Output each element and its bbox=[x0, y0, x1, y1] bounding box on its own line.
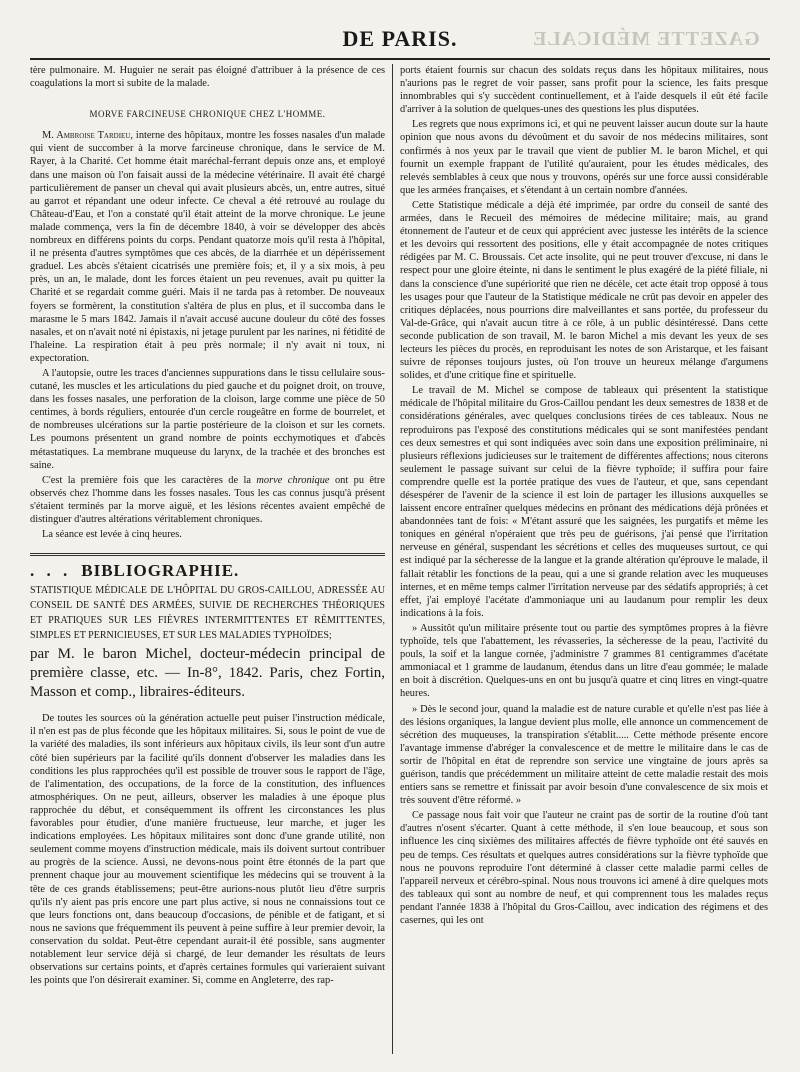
paragraph-text: C'est la première fois que les caractères de la bbox=[42, 474, 257, 486]
author-name: M. Ambroise Tardieu bbox=[42, 130, 131, 142]
paragraph-text: , interne des hôpitaux, montre les fosses nasales d'un malade qui vient de succomber à la morve farcineuse chronique, dans le service de M. Rayer, à la Charité. Cet homme était maréchal-ferrant depuis onze ans, et employé dans une maison où l'on faisait aussi de la médecine vétérinaire. Il avait été chargé particulièrement de panser un cheval qui avait plusieurs abcès, un, entre autres, situé au garrot et répandant une odeur infecte. Ce cheval a été retrouvé au roulage du Château-d'Eau, et l'on a constaté qu'il était atteint de la morve chronique. Le jeune malade commença, vers la fin de décembre 1840, à voir se développer des abcès nombreux en différens points du corps. Pendant quatorze mois qu'il resta à l'hôpital, il ne présenta d'autres symptômes que ces abcès, de la diarrhée et un dépérissement graduel. Les abcès s'étaient cicatrisés une première fois; et, il y a six mois, à peu près, un an, le malade, dont les forces étaient un peu revenues, avait pu quitter la Charité et se regardait comme guéri. Mais il ne tarda pas à retomber. De nouveaux foyers se formèrent, la constitution s'altéra de plus en plus, et il succomba dans le marasme le 5 mars 1842. Jamais il n'avait accusé aucune douleur du côté des fosses nasales, et on n'avait noté ni épistaxis, ni jetage purulent par les narines, ni fétidité de l'haleine. La respiration était à peu près normale; il n'y avait ni toux, ni expectoration. bbox=[30, 130, 385, 364]
paragraph-right-4: Le travail de M. Michel se compose de tableaux qui présentent la statistique médicale de l'hôpital militaire du Gros-Caillou pendant les deux semestres de 1838 et de considérations générales, avec quelques conclusions tirées de ces tableaux. Nous ne reproduirons pas l'exposé des constitutions médicales qui se sont manifestées pendant ces deux semestres et qui sont indiquées avec soin dans une exposition préliminaire, ni plusieurs réflexions judicieuses sur le traitement de différentes affections; nous citerons seulement le passage suivant sur celui de la fièvre typhoïde; il suffira pour faire comprendre quelle est la portée pratique des vues de l'auteur, et que, sans cependant désespérer de l'avenir de la science il est loin de partager les illusions auxquelles se laissent encore entraîner quelques médecins en prônant des médications déjà prônées et abandonnées tant de fois: « M'étant assuré que les saignées, les purgatifs et même les toniques en général n'opéraient que très peu de guérisons, j'ai pensé que l'irritation nerveuse en général, suspendant les sécrétions et celles des muqueuses surtout, ce qui est indiqué par la sécheresse de la langue et la grande altération qu'éprouve le malade, il fallait rétablir les fonctions de la peau, qui a une si grande relation avec les muqueuses internes, et en même temps calmer l'irritation nerveuse par des sédatifs appropriés; à cet effet, j'ai employé l'acétate d'ammoniaque uni au laudanum pour remplir les deux indications à la fois. bbox=[400, 385, 768, 619]
paragraph-right-3: Cette Statistique médicale a déjà été imprimée, par ordre du conseil de santé des armées, dans le Recueil des mémoires de médecine militaire; mais, au grand étonnement de l'auteur et de ceux qui apprécient avec justesse les intérêts de la science et les devoirs qui ressortent des positions, elle y était accompagnée de notes critiques rédigées par M. C. Broussais. Cet acte insolite, qui ne peut trouver d'excuse, ni dans le respect pour une gloire éteinte, ni dans le sentiment le plus exagéré de la piété filiale, ni dans la conscience d'une supériorité que rien ne décèle, cet acte était trop opposé à tous les usages pour que l'auteur de la Statistique médicale ne crût pas devoir en appeler des critiques déplacées, nous pourrions dire malveillantes et sans portée, du professeur du Val-de-Grâce, qui n'avait aucun titre à ce rôle, à un public désintéressé. Dans cette seconde publication de son travail, M. le baron Michel a mis devant les yeux de ses lecteurs les pièces du procès, en reproduisant les notes de son Aristarque, et les faisant suivre de réponses toujours justes, où l'on trouve un heureux mélange d'argumens solides, et d'une critique fine et spirituelle. bbox=[400, 199, 768, 382]
seance-closing: La séance est levée à cinq heures. bbox=[42, 529, 182, 541]
left-column bbox=[30, 64, 385, 989]
book-title: STATISTIQUE MÉDICALE DE L'HÔPITAL DU GROS-CAILLOU, ADRESSÉE AU CONSEIL DE SANTÉ DES ARMÉES, SUIVIE DE RECHERCHES THÉORIQUES ET PRATIQUES SUR LES FIÈVRES INTERMITTENTES ET RÉMITTENTES, SIMPLES ET PERNICIEUSES, ET SUR LES MALADIES TYPHOÏDES; bbox=[30, 585, 385, 642]
right-column bbox=[400, 64, 768, 929]
paragraph-conclusion bbox=[30, 474, 385, 526]
intro-paragraph: tère pulmonaire. M. Huguier ne serait pas éloigné d'attribuer à la présence de ces coagulations la mort si subite de la malade. bbox=[30, 65, 385, 90]
section-title-morve: MORVE FARCINEUSE CHRONIQUE CHEZ L'HOMME. bbox=[89, 109, 326, 120]
emphasis-text: morve chronique bbox=[256, 474, 330, 486]
book-info: par M. le baron Michel, docteur-médecin principal de première classe, etc. — In-8°, 1842. Paris, chez Fortin, Masson et comp., libraires-éditeurs. bbox=[30, 646, 385, 701]
paragraph-review-intro: De toutes les sources où la génération actuelle peut puiser l'instruction médicale, il n'en est pas de plus féconde que les hôpitaux militaires. Si, sous le point de vue de la variété des maladies, ils sont inférieurs aux hôpitaux civils, ils leur sont d'un autre côté bien supérieurs par la facilité qu'ils donnent d'observer les maladies dans les conditions les plus rapprochées qu'il est possible de trouver sous le rapport de l'âge, de l'alimentation, des occupations, de la force de la constitution, des influences atmosphériques. On ne peut, ailleurs, observer les maladies à une époque plus rapprochée du début, et conséquemment ils offrent les circonstances les plus favorables pour étudier, d'une manière fructueuse, leur marche, et juger les indications employées. Les hôpitaux militaires sont donc d'une grande utilité, non seulement comme moyens d'instruction médicale, mais ils doivent surtout contribuer au progrès de la science. Aussi, ne devons-nous point être étonnés de la part que prennent chaque jour au mouvement scientifique les médecins qui se trouvent à la tête de ces grands établissemens; peut-être aurions-nous plutôt lieu d'être surpris qu'ils n'y aient pas pris encore une part plus active, si nous ne connaissions tout ce que leurs fonctions ont, dans beaucoup d'occasions, de pénible et de fatigant, et si nous ne savions que fréquemment ils peuvent à peine suffire à leur premier devoir, la conservation du soldat. Peut-être cependant aurait-il été possible, sans augmenter notablement leur service déjà si chargé, de leur demander les résultats de leurs observations sur certains points, et d'après certaines formules qui varieraient suivant les points que l'on désirerait examiner. Si, comme en Angleterre, des rap- bbox=[30, 713, 385, 987]
paragraph-tardieu bbox=[30, 129, 385, 365]
paragraph-right-7: Ce passage nous fait voir que l'auteur ne craint pas de sortir de la routine d'où tant d'autres n'osent s'écarter. Quant à cette méthode, il s'en loue beaucoup, et sous son influence les cinq sixièmes des militaires affectés de fièvre typhoïde ont été sauvés en peu de temps. Ces résultats et quelques autres considérations sur la fièvre typhoïde que nous ne pouvons reproduire l'ont déterminé à classer cette maladie parmi celles de l'appareil nerveux et cérébro-spinal. Nous nous trouvons ici amené à dire quelques mots des tableaux qui sont au nombre de neuf, et qui comprennent tous les malades reçus pendant l'année 1838 à l'hôpital du Gros-Caillou, avec indication des régimens et des casernes, qui les ont bbox=[400, 810, 768, 926]
paragraph-autopsie: A l'autopsie, outre les traces d'anciennes suppurations dans le tissu cellulaire sous-cutané, les muscles et les articulations du pied gauche et du poignet droit, on trouve, dans les fosses nasales, une perforation de la cloison, large comme une pièce de 50 centimes, à bords réguliers, entourée d'un cercle rougeâtre en forme de bourrelet, et de nombreuses ulcérations sur la partie postérieure de la cloison et sur les cornets. Les poumons présentent un grand nombre de points ecchymotiques et d'abcès métastatiques. La membrane muqueuse du larynx, de la trachée et des bronches est saine. bbox=[30, 367, 385, 471]
paragraph-right-1: ports étaient fournis sur chacun des soldats reçus dans les hôpitaux militaires, nous n'aurions pas le regret de voir passer, sans profit pour la science, les faits presque innombrables qui s'y succèdent continuellement, et à l'aide desquels il eût été facile d'arriver à la solution de quelques-unes des questions les plus disputées. bbox=[400, 65, 768, 116]
paragraph-text: ont pu être observés chez l'homme dans les fosses nasales. Tous les cas connus jusqu'à présent s'étaient terminés par la morve aiguë, et les lésions récentes avaient empêché de distinguer d'autres altérations véritablement chroniques. bbox=[30, 474, 385, 525]
heading-dots: . . . bbox=[30, 561, 72, 581]
paragraph-right-2: Les regrets que nous exprimons ici, et qui ne peuvent laisser aucun doute sur la haute opinion que nous avons du dévoûment et du savoir de nos médecins militaires, sont confirmés à nos yeux par le travail que vient de publier M. le baron Michel, et qui fournit un exemple frappant de l'utilité qu'auraient, pour les études médicales, des relevés semblables à ceux que nous y trouvons, opérés sur une force aussi considérable que les armées françaises, et s'étendant à un certain nombre d'années. bbox=[400, 119, 768, 196]
heading-text: BIBLIOGRAPHIE. bbox=[81, 561, 240, 581]
page-title: DE PARIS. bbox=[342, 26, 458, 51]
section-rule bbox=[30, 553, 385, 556]
column-divider bbox=[392, 64, 393, 1054]
bleed-through-text: GAZETTE MÉDICALE bbox=[532, 28, 760, 50]
bibliographie-heading bbox=[30, 561, 385, 581]
paragraph-right-6: » Dès le second jour, quand la maladie est de nature curable et qu'elle n'est pas liée à des lésions organiques, la langue devient plus molle, elle annonce un commencement de sécrétion des muqueuses, la transpiration s'établit..... Cette méthode présente encore l'avantage immense d'abréger la convalescence et de mettre le militaire dans le cas de sortir de l'hôpital en état de reprendre son service une vingtaine de jours après sa guérison, tandis que précédemment un militaire atteint de cette maladie restait des mois entiers sans se remettre et finissait par avoir besoin d'une convalescence de six mois et très souvent d'être réformé. » bbox=[400, 703, 768, 807]
page-header bbox=[30, 22, 770, 60]
paragraph-right-5: » Aussitôt qu'un militaire présente tout ou partie des symptômes propres à la fièvre typhoïde, tels que l'abattement, les révasseries, la sécheresse de la peau, l'activité du pouls, la soif et la langue cornée, j'administre 7 grammes 81 centigrammes d'acétate ammoniacal et 1 gramme de laudanum, étendus dans un litre d'eau gommée; le malade en boit à discrétion. Quelques-uns en ont bu jusqu'à quatre et cinq litres en vingt-quatre heures. bbox=[400, 622, 768, 700]
